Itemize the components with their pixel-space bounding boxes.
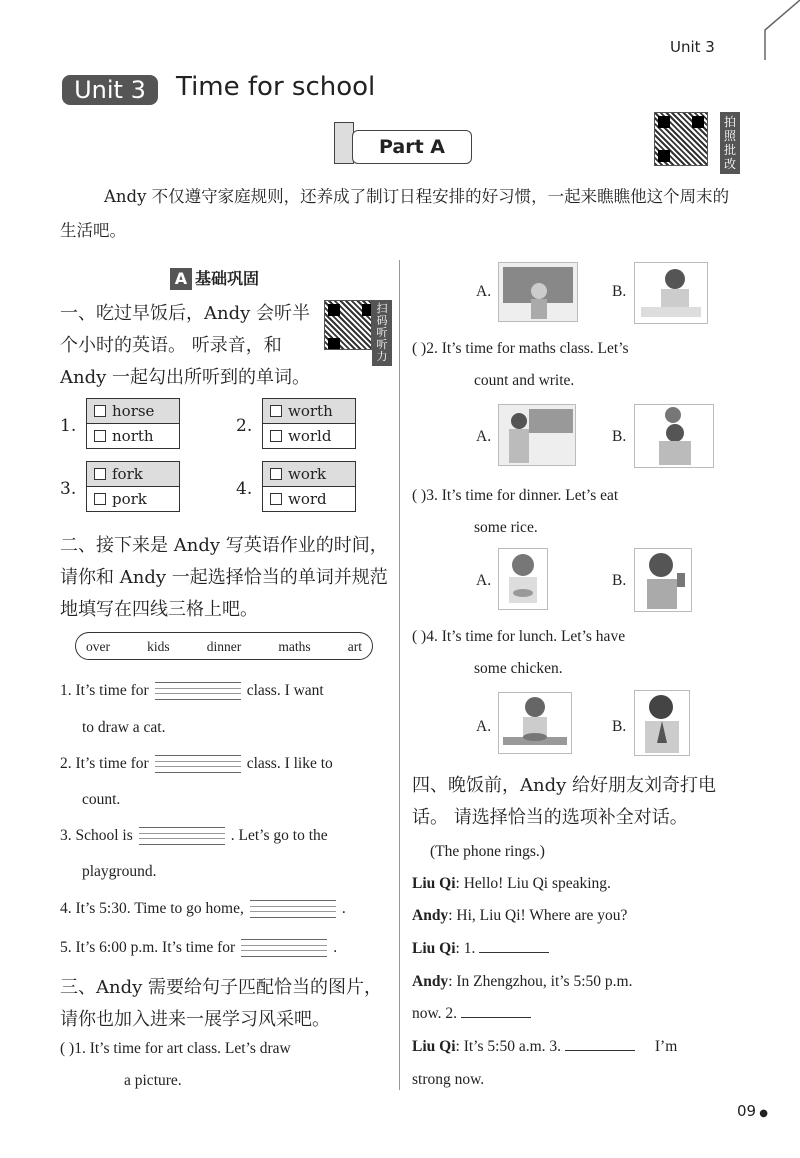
unit-tag: Unit 3	[670, 38, 715, 56]
q3-item-1-cont: a picture.	[124, 1072, 182, 1089]
boy-drawing-image[interactable]	[634, 262, 708, 324]
dialogue-line-cont: strong now.	[412, 1071, 485, 1088]
teacher-at-board-image[interactable]	[498, 262, 578, 322]
word-option[interactable]: pork	[87, 487, 179, 511]
checkbox[interactable]	[270, 468, 282, 480]
boy-with-basketball-image[interactable]	[634, 404, 714, 468]
option-b-label: B.	[612, 283, 627, 300]
speaker: Andy	[412, 973, 449, 990]
checkbox[interactable]	[94, 493, 106, 505]
writing-lines[interactable]	[155, 755, 241, 773]
sentence-1-cont: to draw a cat.	[82, 719, 166, 736]
sentence-1: 1. It’s time for class. I want	[60, 682, 324, 699]
option-a-label: A.	[476, 283, 492, 300]
checkbox[interactable]	[94, 430, 106, 442]
word-option[interactable]: world	[263, 424, 355, 448]
q4-heading: 四、晚饭前，Andy 给好朋友刘奇打电话。 请选择恰当的选项补全对话。	[412, 775, 717, 828]
q3-item-3-cont: some rice.	[474, 519, 538, 536]
qr-label-grade: 拍照批改	[720, 112, 740, 174]
answer-paren[interactable]: ( )	[412, 487, 427, 504]
corner-decoration	[755, 0, 800, 60]
unit-badge: Unit 3	[62, 75, 158, 105]
word-bank-item: over	[86, 639, 110, 654]
q3-item-1: ( )1. It’s time for art class. Let’s draw	[60, 1040, 291, 1057]
answer-paren[interactable]: ( )	[60, 1040, 75, 1057]
sentence-5: 5. It’s 6:00 p.m. It’s time for .	[60, 939, 338, 956]
sentence-2: 2. It’s time for class. I like to	[60, 755, 333, 772]
writing-lines[interactable]	[155, 682, 241, 700]
q3-heading: 三、Andy 需要给句子匹配恰当的图片，请你也加入进来一展学习风采吧。	[60, 977, 383, 1030]
sentence-4: 4. It’s 5:30. Time to go home, .	[60, 900, 346, 917]
word-option[interactable]: north	[87, 424, 179, 448]
dialogue-line: Liu Qi: 1.	[412, 933, 549, 965]
choice-number: 4.	[236, 479, 253, 499]
q1-heading: 一、吃过早饭后，Andy 会听半个小时的英语。 听录音，和 Andy 一起勾出所听到的单词。	[60, 303, 311, 388]
writing-lines[interactable]	[139, 827, 225, 845]
checkbox[interactable]	[270, 430, 282, 442]
word-choice-box	[86, 461, 180, 512]
answer-blank[interactable]	[479, 938, 549, 953]
sentence-3: 3. School is . Let’s go to the	[60, 827, 328, 844]
answer-blank[interactable]	[461, 1003, 531, 1018]
q3-item-4-cont: some chicken.	[474, 660, 563, 677]
girl-with-drink-image[interactable]	[634, 548, 692, 612]
dialogue-line: Andy: Hi, Liu Qi! Where are you?	[412, 907, 628, 924]
choice-number: 1.	[60, 416, 77, 436]
part-flag-icon	[334, 122, 354, 164]
writing-lines[interactable]	[250, 900, 336, 918]
page-number: 09 ●	[737, 1102, 768, 1120]
speaker: Liu Qi	[412, 875, 456, 892]
speaker: Andy	[412, 907, 449, 924]
checkbox[interactable]	[94, 405, 106, 417]
section-title: 基础巩固	[195, 269, 260, 288]
word-bank-item: art	[347, 639, 362, 654]
checkbox[interactable]	[270, 405, 282, 417]
word-option[interactable]: work	[263, 462, 355, 487]
option-a-label: A.	[476, 572, 492, 589]
section-badge	[170, 268, 259, 290]
option-a-label: A.	[476, 428, 492, 445]
sentence-2-cont: count.	[82, 791, 121, 808]
checkbox[interactable]	[94, 468, 106, 480]
word-choice-box	[262, 461, 356, 512]
word-bank-item: maths	[278, 639, 311, 654]
speaker: Liu Qi	[412, 940, 456, 957]
teacher-pointing-image[interactable]	[498, 404, 576, 466]
option-b-label: B.	[612, 428, 627, 445]
part-label: Part A	[352, 130, 472, 164]
qr-code-icon[interactable]	[654, 112, 708, 166]
option-b-label: B.	[612, 718, 627, 735]
choice-number: 2.	[236, 416, 253, 436]
word-option[interactable]: worth	[263, 399, 355, 424]
qr-label-listen: 扫码听听力	[372, 300, 392, 366]
writing-lines[interactable]	[241, 939, 327, 957]
option-a-label: A.	[476, 718, 492, 735]
dialogue-line: Andy: In Zhengzhou, it’s 5:50 p.m.	[412, 973, 633, 990]
q3-item-3: ( )3. It’s time for dinner. Let’s eat	[412, 487, 619, 504]
intro-paragraph: Andy 不仅遵守家庭规则，还养成了制订日程安排的好习惯，一起来瞧瞧他这个周末的生活吧。	[60, 187, 730, 240]
dialogue-line-cont: now. 2.	[412, 998, 531, 1030]
girl-eating-image[interactable]	[498, 548, 548, 610]
checkbox[interactable]	[270, 493, 282, 505]
answer-paren[interactable]: ( )	[412, 628, 427, 645]
word-bank-item: kids	[147, 639, 170, 654]
q2-heading: 二、接下来是 Andy 写英语作业的时间，请你和 Andy 一起选择恰当的单词并规范地填写在四线三格上吧。	[60, 535, 388, 620]
word-option[interactable]: horse	[87, 399, 179, 424]
dialogue-line: Liu Qi: Hello! Liu Qi speaking.	[412, 875, 611, 892]
boy-eating-chicken-image[interactable]	[498, 692, 572, 754]
word-option[interactable]: word	[263, 487, 355, 511]
qr-code-icon[interactable]	[324, 300, 372, 350]
word-choice-box	[86, 398, 180, 449]
option-b-label: B.	[612, 572, 627, 589]
answer-paren[interactable]: ( )	[412, 340, 427, 357]
column-divider	[399, 260, 400, 1090]
q3-item-2: ( )2. It’s time for maths class. Let’s	[412, 340, 629, 357]
q3-item-2-cont: count and write.	[474, 372, 575, 389]
stage-direction: (The phone rings.)	[430, 843, 545, 860]
word-bank	[75, 632, 373, 660]
choice-number: 3.	[60, 479, 77, 499]
q3-item-4: ( )4. It’s time for lunch. Let’s have	[412, 628, 626, 645]
section-letter: A	[170, 268, 192, 290]
word-bank-item: dinner	[206, 639, 242, 654]
boy-eating-image[interactable]	[634, 690, 690, 756]
sentence-3-cont: playground.	[82, 863, 157, 880]
speaker: Liu Qi	[412, 1038, 456, 1055]
word-option[interactable]: fork	[87, 462, 179, 487]
word-choice-box	[262, 398, 356, 449]
dialogue-line: Liu Qi: It’s 5:50 a.m. 3. I’m	[412, 1038, 678, 1055]
page-title: Time for school	[176, 72, 376, 102]
answer-blank[interactable]	[565, 1036, 635, 1051]
